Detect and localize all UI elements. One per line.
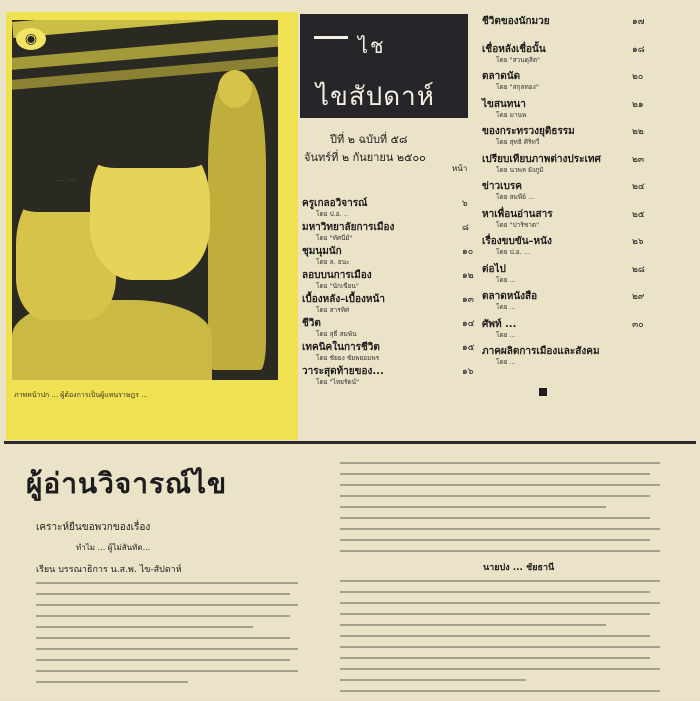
toc-title: ศัพท์ ... [482,318,517,330]
toc-title: ภาคผลิตการเมืองและสังคม [482,346,600,357]
body-text-line [36,582,298,584]
toc-page-number: ๒๔ [632,182,645,192]
toc-page-number: ๒๙ [632,292,645,302]
toc-page-number: ๒๕ [632,209,645,220]
toc-title: หาเพื่อนอ่านสาร [482,208,553,220]
toc-title: ข่าวเบรค [482,181,522,192]
toc-author: โดย "ทัศนีย์" [316,234,353,242]
toc-title: ไขสนทนา [482,98,526,110]
body-text-line [36,604,298,606]
toc-item [482,289,652,315]
body-text-line [36,615,290,617]
toc-author: โดย "ปาริชาต" [496,220,540,229]
toc-title: เชื่อหลังเชื่อนั้น [482,43,546,55]
body-text-line [36,670,298,672]
cover-photo [6,12,298,440]
toc-title: เทคนิคในการชีวิต [302,342,380,353]
page-column-label: หน้า [452,164,468,173]
body-text-line [340,668,660,670]
masthead [300,14,468,118]
body-text-line [340,591,650,593]
toc-page-number: ๒๐ [632,72,644,82]
body-text-line [340,517,650,519]
end-square-mark [539,388,547,396]
letter-body-right-top [340,462,660,561]
toc-page-number: ๑๓ [462,295,474,305]
issue-number: ปีที่ ๒ ฉบับที่ ๕๘ [330,133,408,146]
letter-body-left [36,582,298,692]
toc-title: เรื่องขบขัน–หนัง [482,236,552,247]
toc-author: โดย มานพ [496,110,527,119]
toc-title: เบื้องหลัง–เบื้องหน้า [302,294,385,305]
toc-item [482,344,652,370]
toc-title: ชุมนุมนัก [302,246,342,257]
toc-item [482,69,652,95]
magazine-title: ไช [358,34,386,58]
toc-title: ลอบบนการเมือง [302,270,372,281]
toc-page-number: ๒๓ [632,154,645,165]
toc-item [482,42,652,68]
toc-author: โดย ล. ธนะ [316,258,350,266]
toc-title: ชีวิต [302,318,321,329]
toc-item [482,152,652,178]
toc-author: โดย สมพีย์ ... [496,193,535,201]
body-text-line [340,690,660,692]
toc-title: มหาวิทยาลัยการเมือง [302,222,395,233]
body-text-line [36,681,188,683]
body-text-line [340,539,650,541]
toc-author: โดย สารทิศ [316,306,350,314]
toc-author: โดย สุธี สมพัน [316,330,357,338]
toc-page-number: ๑๗ [632,17,645,27]
toc-item [482,179,652,205]
body-text-line [340,473,650,475]
toc-title: ครูเกลอวิจารณ์ [302,198,368,209]
toc-author: โดย นวพล ยังภูมิ [496,165,544,174]
toc-page-number: ๒๑ [632,99,644,110]
body-text-line [36,637,290,639]
toc-author: โดย ... [496,303,516,311]
toc-page-number: ๒๘ [632,264,645,275]
masthead-mark-icon [314,36,348,39]
toc-author: โดย ชัยยง ชัยพยอมพร [316,354,380,362]
body-text-line [36,593,290,595]
toc-author: โดย "นักเขียน" [316,282,359,290]
toc-title: ต่อไป [482,263,506,275]
toc-page-number: ๘ [462,223,469,233]
toc-item [302,340,478,366]
toc-page-number: ๓๐ [632,319,644,330]
toc-item [302,364,478,390]
toc-item [482,317,652,343]
toc-item [482,262,652,288]
toc-title: ชีวิตของนักมวย [482,16,550,27]
toc-author: โดย สุทธิ ศิริทวี [496,138,540,146]
toc-item [482,207,652,233]
toc-page-number: ๒๖ [632,237,644,247]
toc-item [302,316,478,342]
cover-photo-image [12,20,278,380]
body-text-line [340,462,660,464]
toc-page-number: ๖ [462,199,468,209]
toc-page-number: ๑๕ [462,343,475,353]
body-text-line [340,646,660,648]
body-text-line [340,657,650,659]
body-text-line [36,626,253,628]
toc-page-number: ๒๒ [632,127,644,137]
column-byline: ทำไม ... ผู้ไม่สันทัด... [76,543,151,552]
toc-page-number: ๑๖ [462,367,474,377]
toc-page-number: ๑๒ [462,271,474,281]
toc-author: โดย ... [496,275,516,284]
body-text-line [340,506,606,508]
letter-signature: นายปง ... ชัยธานี [483,563,555,573]
body-text-line [36,648,298,650]
issue-date: จันทร์ที่ ๒ กันยายน ๒๕๐๐ [304,151,426,164]
section-divider [4,441,696,444]
toc-author: โดย ... [496,330,516,339]
body-text-line [340,528,660,530]
body-text-line [340,495,650,497]
body-text-line [36,659,290,661]
toc-page-number: ๑๐ [462,247,474,257]
toc-item [482,124,652,150]
body-text-line [340,635,650,637]
letter-recipient: เรียน บรรณาธิการ น.ส.พ. ไข-สัปดาห์ [36,565,182,575]
toc-author: โดย "สวนดุสิต" [496,55,541,64]
body-text-line [340,602,660,604]
toc-title: ตลาดหนังสือ [482,291,538,302]
toc-title: วาระสุดท้ายของ... [302,366,384,377]
toc-author: โดย ป.อ. .. [316,210,348,218]
toc-title: ของกระทรวงยุติธรรม [482,126,575,137]
column-title: ผู้อ่านวิจารณ์ไข [26,467,228,500]
photo-caption: ภาพหน้าปก ... ผู้ต้องการเป็นผู้แทนราษฎร ... [14,391,148,399]
toc-item [482,14,652,40]
magazine-subtitle: ไขสัปดาห์ [316,82,435,112]
body-text-line [340,679,526,681]
toc-item [482,234,652,260]
body-text-line [340,550,660,552]
body-text-line [340,580,660,582]
letter-body-right-bottom [340,580,660,701]
toc-author: โดย ... [496,358,516,366]
toc-item [482,97,652,123]
toc-page-number: ๑๘ [632,44,645,55]
toc-item [302,244,478,270]
toc-item [302,220,478,246]
toc-item [302,196,478,222]
party-logo-icon: ◉ [16,28,46,50]
toc-author: โดย ป.อ. ... [496,248,531,256]
body-text-line [340,613,650,615]
body-text-line [340,624,606,626]
toc-title: ตลาดนัด [482,71,521,82]
toc-item [302,292,478,318]
body-text-line [340,484,660,486]
toc-item [302,268,478,294]
toc-title: เปรียบเทียบภาพต่างประเทศ [482,153,601,165]
column-subtitle: เคราะห์ยืนขอพวกของเรื่อง [36,522,151,533]
toc-author: โดย "ไทยรัตน์" [316,378,360,386]
toc-page-number: ๑๔ [462,319,475,329]
toc-author: โดย "สกุลทอง" [496,83,539,91]
